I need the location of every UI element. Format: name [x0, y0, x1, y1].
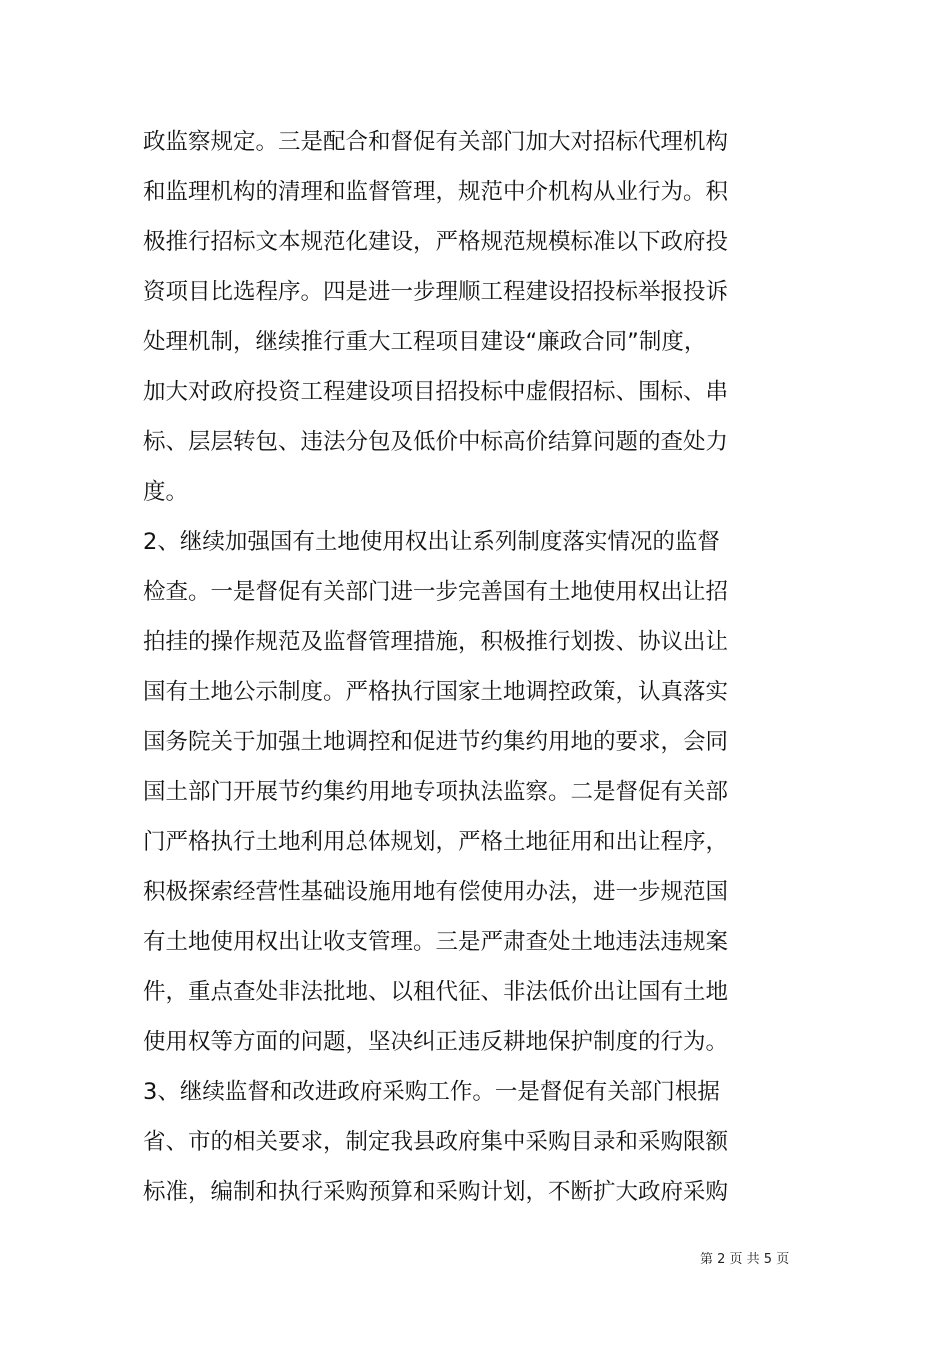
text-line: 件，重点查处非法批地、以租代征、非法低价出让国有土地: [143, 979, 729, 1005]
text-line: 标准，编制和执行采购预算和采购计划，不断扩大政府采购: [143, 1179, 729, 1205]
text-line: 处理机制，继续推行重大工程项目建设“廉政合同”制度，: [143, 329, 707, 355]
text-line: 省、市的相关要求，制定我县政府集中采购目录和采购限额: [143, 1129, 729, 1155]
text-line: 国土部门开展节约集约用地专项执法监察。二是督促有关部: [143, 779, 729, 805]
text-line: 拍挂的操作规范及监督管理措施，积极推行划拨、协议出让: [143, 629, 729, 655]
body-text: [143, 117, 823, 1217]
text-line: 国务院关于加强土地调控和促进节约集约用地的要求，会同: [143, 729, 729, 755]
page-number: 第 2 页 共 5 页: [700, 1252, 790, 1267]
text-line: 资项目比选程序。四是进一步理顺工程建设招投标举报投诉: [143, 279, 729, 305]
text-line: 有土地使用权出让收支管理。三是严肃查处土地违法违规案: [143, 929, 729, 955]
text-line: 3、继续监督和改进政府采购工作。一是督促有关部门根据: [143, 1079, 720, 1105]
text-line: 2、继续加强国有土地使用权出让系列制度落实情况的监督: [143, 529, 720, 555]
text-line: 积极探索经营性基础设施用地有偿使用办法，进一步规范国: [143, 879, 729, 905]
text-line: 门严格执行土地利用总体规划，严格土地征用和出让程序，: [143, 829, 729, 855]
text-line: 度。: [143, 479, 189, 505]
text-line: 加大对政府投资工程建设项目招投标中虚假招标、围标、串: [143, 379, 729, 405]
text-line: 使用权等方面的问题，坚决纠正违反耕地保护制度的行为。: [143, 1029, 729, 1055]
text-line: 极推行招标文本规范化建设，严格规范规模标准以下政府投: [143, 229, 729, 255]
text-line: 检查。一是督促有关部门进一步完善国有土地使用权出让招: [143, 579, 729, 605]
text-line: 政监察规定。三是配合和督促有关部门加大对招标代理机构: [143, 129, 729, 155]
text-line: 标、层层转包、违法分包及低价中标高价结算问题的查处力: [143, 429, 729, 455]
text-line: 和监理机构的清理和监督管理，规范中介机构从业行为。积: [143, 179, 729, 205]
text-line: 国有土地公示制度。严格执行国家土地调控政策，认真落实: [143, 679, 729, 705]
